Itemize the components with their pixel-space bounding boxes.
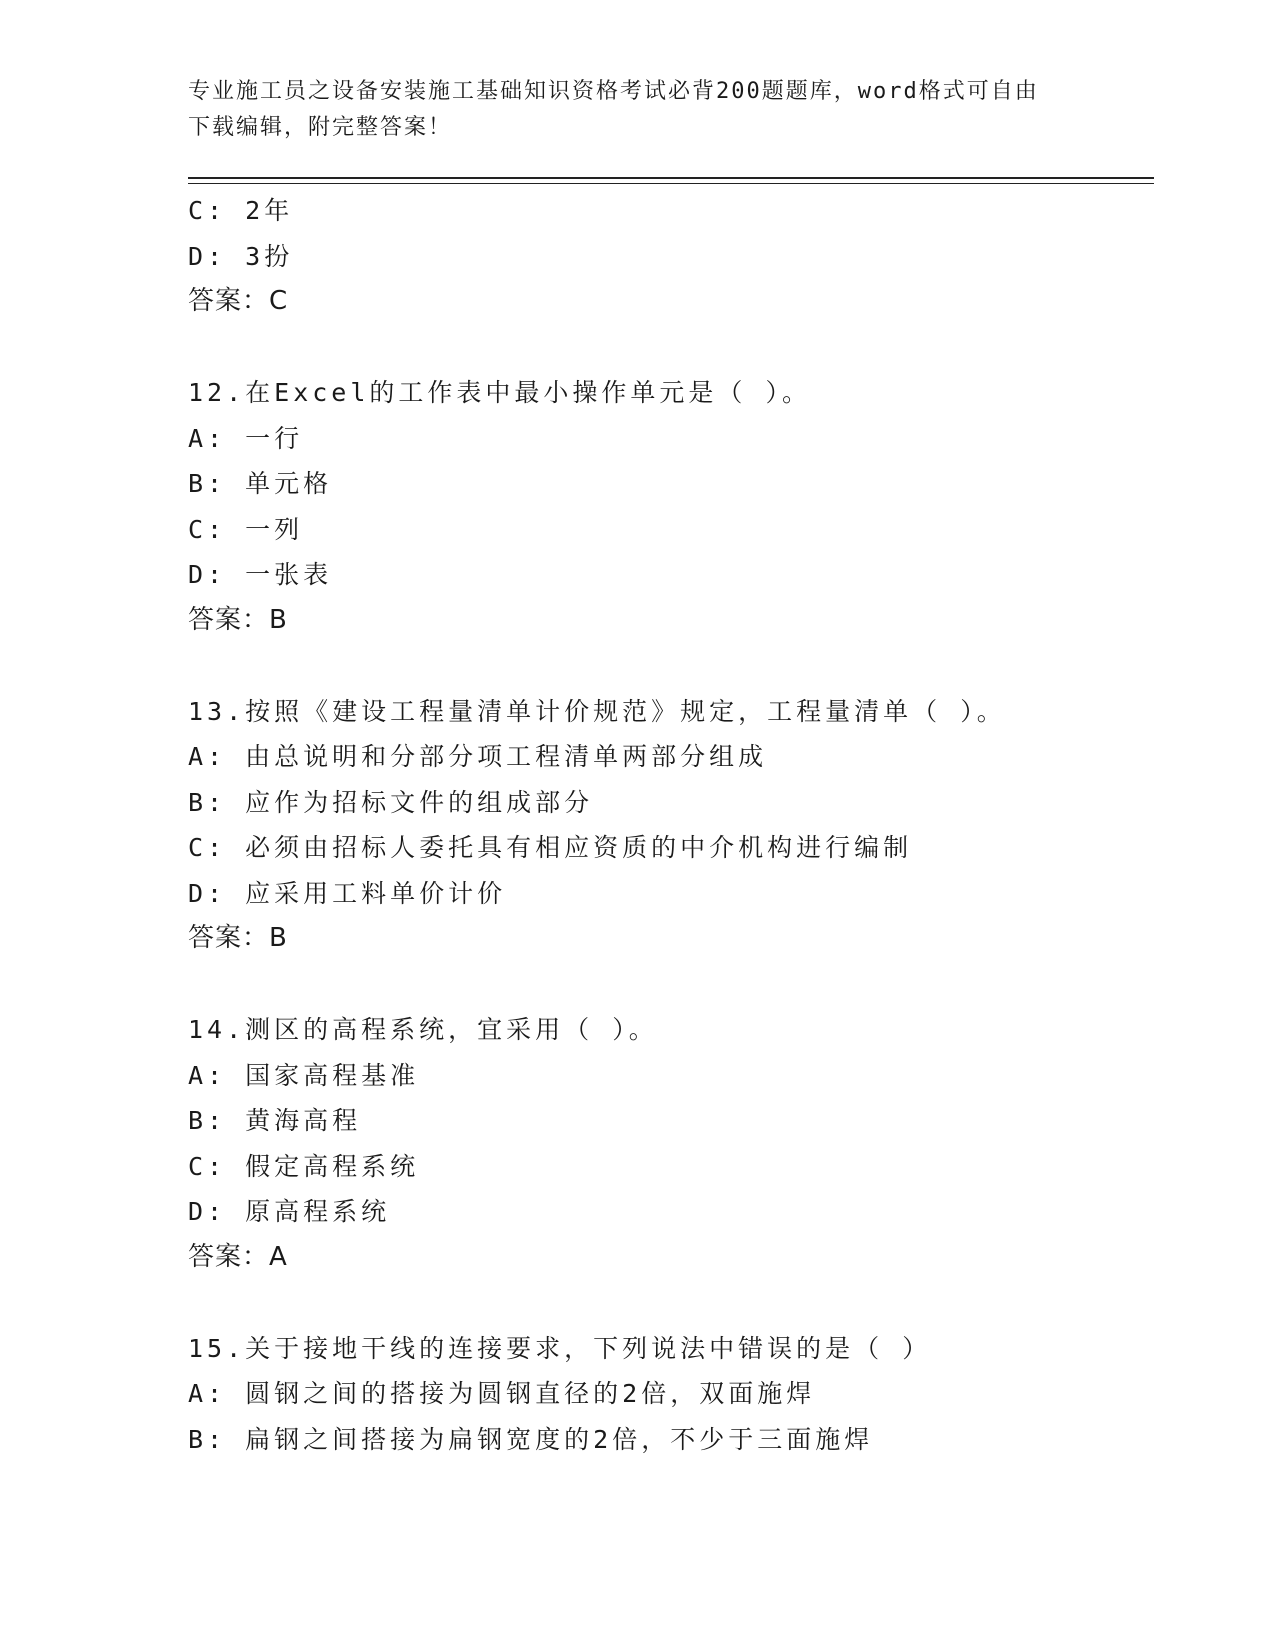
option-c: C: 假定高程系统	[188, 1151, 420, 1181]
header-divider-thin	[188, 183, 1154, 184]
answer: 答案：A	[188, 1241, 288, 1272]
spacer	[188, 1280, 1154, 1326]
header-divider-thick	[188, 177, 1154, 179]
question-12	[188, 370, 1154, 643]
answer: 答案：B	[188, 604, 288, 635]
question-13	[188, 689, 1154, 962]
option-a: A: 国家高程基准	[188, 1060, 420, 1090]
option-d: D: 原高程系统	[188, 1197, 391, 1226]
option-a: A: 圆钢之间的搭接为圆钢直径的2倍，双面施焊	[188, 1379, 816, 1408]
option-c: C: 2年	[188, 196, 294, 225]
question-stem: 15.关于接地干线的连接要求，下列说法中错误的是（ ）	[188, 1333, 932, 1363]
header-line-2: 下载编辑，附完整答案！	[188, 115, 453, 140]
answer: 答案：C	[188, 286, 289, 316]
question-stem: 14.测区的高程系统，宜采用（ ）。	[188, 1015, 658, 1044]
header-line-1: 专业施工员之设备安装施工基础知识资格考试必背200题题库，word格式可自由	[188, 79, 1039, 104]
answer: 答案：B	[188, 923, 288, 953]
spacer	[188, 325, 1154, 371]
option-c: C: 一列	[188, 514, 304, 544]
option-c: C: 必须由招标人委托具有相应资质的中介机构进行编制	[188, 833, 913, 862]
question-list	[188, 188, 1154, 1462]
question-stem: 13.按照《建设工程量清单计价规范》规定，工程量清单（ ）。	[188, 696, 1006, 726]
question-15	[188, 1326, 1154, 1463]
document-header	[188, 74, 1088, 146]
question-11-continued	[188, 188, 1154, 325]
option-a: A: 由总说明和分部分项工程清单两部分组成	[188, 742, 768, 771]
spacer	[188, 962, 1154, 1008]
spacer	[188, 643, 1154, 689]
option-d: D: 3扮	[188, 241, 294, 271]
option-d: D: 应采用工料单价计价	[188, 878, 507, 908]
option-b: B: 扁钢之间搭接为扁钢宽度的2倍，不少于三面施焊	[188, 1424, 874, 1454]
option-b: B: 应作为招标文件的组成部分	[188, 787, 594, 817]
option-d: D: 一张表	[188, 560, 333, 589]
option-b: B: 黄海高程	[188, 1106, 362, 1135]
option-a: A: 一行	[188, 423, 304, 453]
question-stem: 12.在Excel的工作表中最小操作单元是（ ）。	[188, 378, 811, 407]
question-14	[188, 1007, 1154, 1280]
option-b: B: 单元格	[188, 469, 333, 498]
